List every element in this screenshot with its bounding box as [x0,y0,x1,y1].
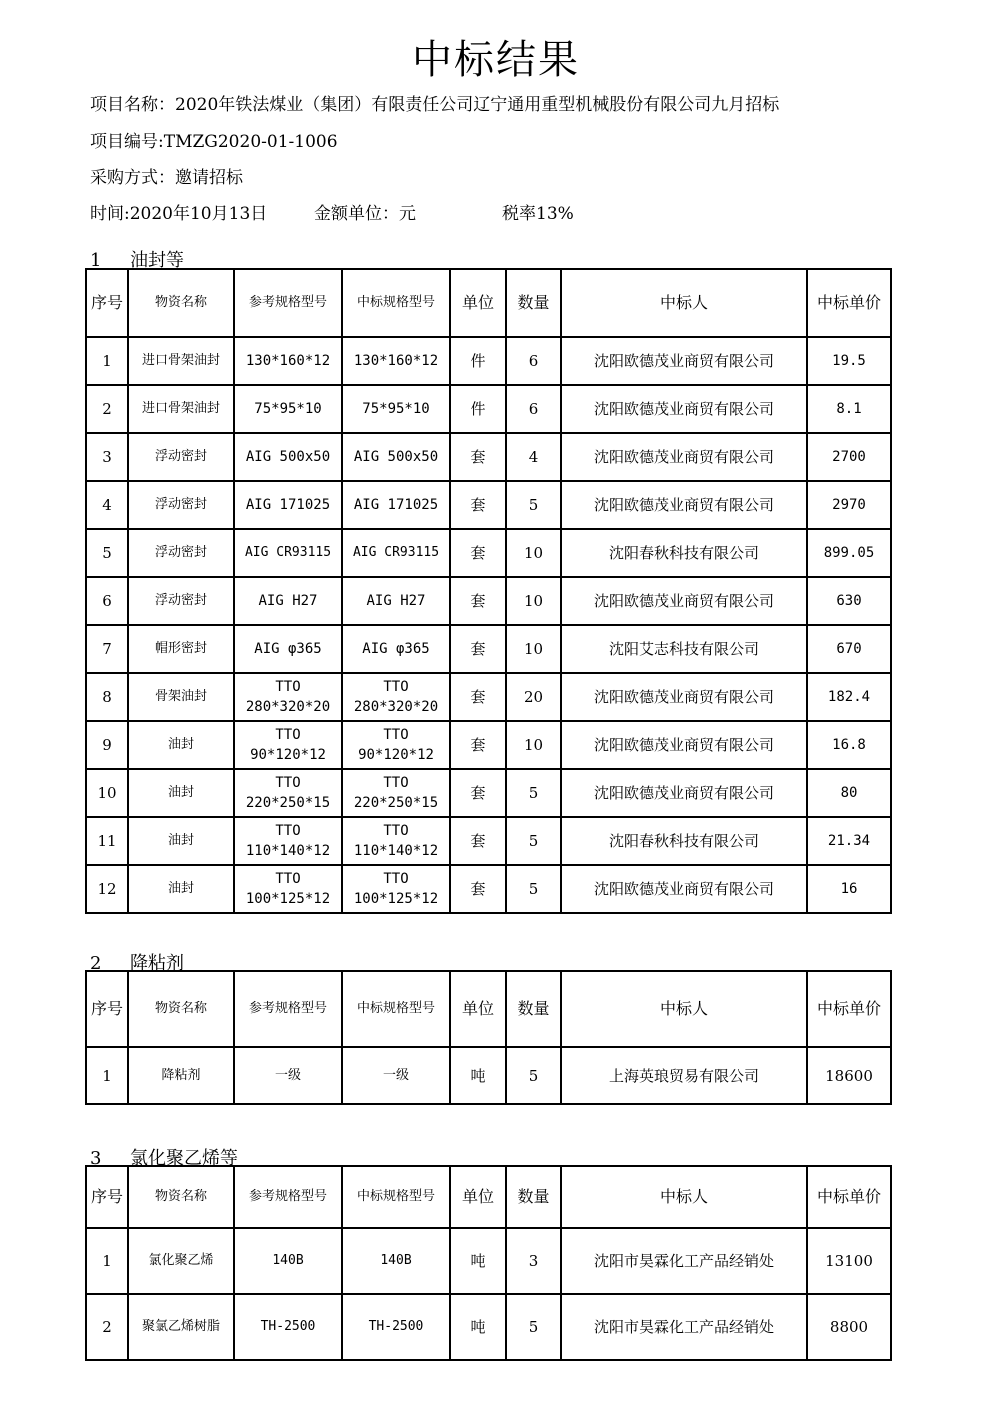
col-index: 序号 [86,269,128,337]
cell-unit: 套 [450,673,506,721]
cell-winner: 沈阳欧德茂业商贸有限公司 [561,673,807,721]
results-table-1 [85,268,892,914]
cell-material: 进口骨架油封 [128,337,234,385]
table-row [86,769,891,817]
cell-price: 19.5 [807,337,891,385]
col-material: 物资名称 [128,971,234,1047]
cell-price: 8800 [807,1294,891,1360]
cell-winner: 沈阳春秋科技有限公司 [561,529,807,577]
table-row [86,1294,891,1360]
col-winner: 中标人 [561,1166,807,1228]
cell-price: 18600 [807,1047,891,1104]
cell-material: 降粘剂 [128,1047,234,1104]
cell-index: 12 [86,865,128,913]
cell-index: 10 [86,769,128,817]
cell-price: 182.4 [807,673,891,721]
cell-winner: 沈阳市昊霖化工产品经销处 [561,1228,807,1294]
cell-index: 1 [86,1228,128,1294]
info-line [90,199,574,224]
cell-index: 11 [86,817,128,865]
cell-qty: 6 [506,385,561,433]
cell-ref-spec: AIG 171025 [234,481,342,529]
cell-index: 2 [86,385,128,433]
cell-winner: 沈阳欧德茂业商贸有限公司 [561,385,807,433]
cell-price: 8.1 [807,385,891,433]
cell-index: 6 [86,577,128,625]
cell-material: 油封 [128,769,234,817]
cell-index: 5 [86,529,128,577]
table-row [86,433,891,481]
table-row [86,481,891,529]
cell-bid-spec: TTO 90*120*12 [342,721,450,769]
cell-bid-spec: TH-2500 [342,1294,450,1360]
cell-winner: 沈阳春秋科技有限公司 [561,817,807,865]
table-row [86,529,891,577]
cell-ref-spec: TTO 90*120*12 [234,721,342,769]
cell-index: 2 [86,1294,128,1360]
table-header-row [86,269,891,337]
cell-unit: 吨 [450,1294,506,1360]
col-winner: 中标人 [561,971,807,1047]
section-number: 3 [90,1148,102,1169]
cell-price: 670 [807,625,891,673]
cell-ref-spec: AIG CR93115 [234,529,342,577]
col-ref-spec: 参考规格型号 [234,269,342,337]
cell-unit: 套 [450,721,506,769]
cell-material: 浮动密封 [128,529,234,577]
cell-unit: 吨 [450,1228,506,1294]
cell-unit: 套 [450,625,506,673]
cell-qty: 5 [506,481,561,529]
cell-index: 7 [86,625,128,673]
cell-material: 油封 [128,865,234,913]
col-unit: 单位 [450,269,506,337]
col-bid-spec: 中标规格型号 [342,269,450,337]
cell-bid-spec: AIG φ365 [342,625,450,673]
cell-unit: 套 [450,865,506,913]
cell-ref-spec: TH-2500 [234,1294,342,1360]
cell-bid-spec: AIG H27 [342,577,450,625]
cell-ref-spec: TTO 280*320*20 [234,673,342,721]
cell-material: 骨架油封 [128,673,234,721]
cell-winner: 沈阳欧德茂业商贸有限公司 [561,577,807,625]
cell-ref-spec: AIG H27 [234,577,342,625]
cell-qty: 5 [506,865,561,913]
section-name: 油封等 [130,250,184,271]
section-name: 降粘剂 [130,953,184,974]
cell-price: 21.34 [807,817,891,865]
cell-bid-spec: 130*160*12 [342,337,450,385]
cell-unit: 套 [450,433,506,481]
col-unit: 单位 [450,971,506,1047]
cell-bid-spec: AIG 171025 [342,481,450,529]
table-row [86,577,891,625]
cell-ref-spec: 75*95*10 [234,385,342,433]
col-material: 物资名称 [128,1166,234,1228]
cell-price: 2970 [807,481,891,529]
table-row [86,385,891,433]
currency-unit: 金额单位：元 [314,204,416,224]
cell-index: 9 [86,721,128,769]
table-header-row [86,1166,891,1228]
results-table-2 [85,970,892,1105]
cell-price: 630 [807,577,891,625]
tax-rate: 税率13% [502,204,574,224]
cell-material: 油封 [128,817,234,865]
cell-price: 80 [807,769,891,817]
table-row [86,817,891,865]
cell-winner: 沈阳欧德茂业商贸有限公司 [561,865,807,913]
cell-ref-spec: AIG φ365 [234,625,342,673]
cell-winner: 沈阳欧德茂业商贸有限公司 [561,769,807,817]
col-index: 序号 [86,971,128,1047]
table-row [86,1047,891,1104]
col-price: 中标单价 [807,1166,891,1228]
cell-winner: 沈阳欧德茂业商贸有限公司 [561,337,807,385]
table-row [86,1228,891,1294]
cell-qty: 5 [506,817,561,865]
cell-material: 进口骨架油封 [128,385,234,433]
cell-index: 3 [86,433,128,481]
col-unit: 单位 [450,1166,506,1228]
cell-bid-spec: 75*95*10 [342,385,450,433]
col-winner: 中标人 [561,269,807,337]
cell-qty: 10 [506,577,561,625]
procurement-method: 采购方式：邀请招标 [90,168,243,188]
cell-winner: 沈阳欧德茂业商贸有限公司 [561,721,807,769]
col-qty: 数量 [506,971,561,1047]
cell-index: 4 [86,481,128,529]
table-row [86,721,891,769]
cell-winner: 沈阳市昊霖化工产品经销处 [561,1294,807,1360]
cell-winner: 沈阳艾志科技有限公司 [561,625,807,673]
cell-unit: 套 [450,577,506,625]
cell-price: 16.8 [807,721,891,769]
cell-bid-spec: 一级 [342,1047,450,1104]
col-price: 中标单价 [807,269,891,337]
cell-unit: 套 [450,817,506,865]
section-number: 2 [90,953,102,974]
cell-bid-spec: 140B [342,1228,450,1294]
cell-qty: 10 [506,721,561,769]
cell-winner: 沈阳欧德茂业商贸有限公司 [561,433,807,481]
cell-winner: 上海英琅贸易有限公司 [561,1047,807,1104]
cell-bid-spec: TTO 280*320*20 [342,673,450,721]
project-name: 项目名称：2020年铁法煤业（集团）有限责任公司辽宁通用重型机械股份有限公司九月招标 [90,95,780,115]
cell-index: 1 [86,337,128,385]
col-ref-spec: 参考规格型号 [234,971,342,1047]
cell-price: 2700 [807,433,891,481]
table-row [86,865,891,913]
cell-material: 帽形密封 [128,625,234,673]
col-qty: 数量 [506,269,561,337]
cell-material: 浮动密封 [128,481,234,529]
table-row [86,673,891,721]
section-number: 1 [90,250,102,271]
cell-qty: 10 [506,529,561,577]
cell-index: 1 [86,1047,128,1104]
cell-ref-spec: AIG 500x50 [234,433,342,481]
col-bid-spec: 中标规格型号 [342,971,450,1047]
cell-unit: 吨 [450,1047,506,1104]
cell-price: 899.05 [807,529,891,577]
cell-bid-spec: TTO 110*140*12 [342,817,450,865]
col-bid-spec: 中标规格型号 [342,1166,450,1228]
results-table-3 [85,1165,892,1361]
cell-ref-spec: TTO 220*250*15 [234,769,342,817]
cell-ref-spec: TTO 100*125*12 [234,865,342,913]
date: 时间:2020年10月13日 [90,204,268,224]
cell-qty: 3 [506,1228,561,1294]
cell-index: 8 [86,673,128,721]
cell-qty: 10 [506,625,561,673]
table-row [86,625,891,673]
cell-ref-spec: 140B [234,1228,342,1294]
cell-unit: 套 [450,481,506,529]
project-number: 项目编号:TMZG2020-01-1006 [90,132,338,152]
cell-bid-spec: AIG CR93115 [342,529,450,577]
cell-qty: 5 [506,1047,561,1104]
cell-qty: 4 [506,433,561,481]
col-qty: 数量 [506,1166,561,1228]
cell-unit: 件 [450,385,506,433]
cell-material: 氯化聚乙烯 [128,1228,234,1294]
col-index: 序号 [86,1166,128,1228]
section-name: 氯化聚乙烯等 [130,1148,238,1169]
cell-ref-spec: 一级 [234,1047,342,1104]
cell-material: 聚氯乙烯树脂 [128,1294,234,1360]
cell-price: 13100 [807,1228,891,1294]
cell-material: 浮动密封 [128,433,234,481]
cell-qty: 5 [506,1294,561,1360]
cell-material: 浮动密封 [128,577,234,625]
cell-unit: 件 [450,337,506,385]
cell-bid-spec: TTO 100*125*12 [342,865,450,913]
page-title: 中标结果 [412,37,580,83]
cell-qty: 5 [506,769,561,817]
cell-unit: 套 [450,529,506,577]
cell-ref-spec: 130*160*12 [234,337,342,385]
col-price: 中标单价 [807,971,891,1047]
cell-qty: 6 [506,337,561,385]
cell-unit: 套 [450,769,506,817]
table-row [86,337,891,385]
cell-bid-spec: AIG 500x50 [342,433,450,481]
table-header-row [86,971,891,1047]
col-material: 物资名称 [128,269,234,337]
col-ref-spec: 参考规格型号 [234,1166,342,1228]
cell-material: 油封 [128,721,234,769]
cell-price: 16 [807,865,891,913]
cell-ref-spec: TTO 110*140*12 [234,817,342,865]
cell-winner: 沈阳欧德茂业商贸有限公司 [561,481,807,529]
cell-bid-spec: TTO 220*250*15 [342,769,450,817]
cell-qty: 20 [506,673,561,721]
